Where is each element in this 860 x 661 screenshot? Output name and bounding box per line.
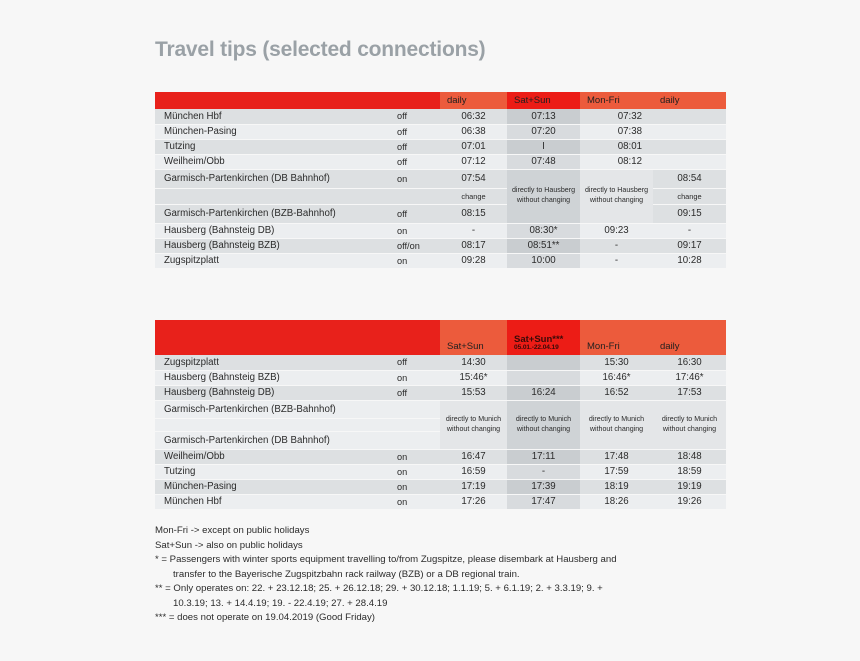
boarding-state: off bbox=[395, 204, 440, 223]
station-name: Zugspitzplatt bbox=[155, 253, 395, 268]
boarding-state: off bbox=[395, 124, 440, 139]
time-daily-2: 09:15 bbox=[653, 204, 726, 223]
header-satsun-label: Sat+Sun*** bbox=[514, 334, 564, 346]
table-row-transfer-top bbox=[155, 169, 726, 188]
footnote-triple-asterisk: *** = does not operate on 19.04.2019 (Good Friday) bbox=[155, 612, 376, 624]
time-monfri: - bbox=[580, 238, 653, 253]
time-daily: 17:46* bbox=[653, 370, 726, 385]
table-row bbox=[155, 223, 726, 238]
table-row bbox=[155, 238, 726, 253]
time-satsun-1: 17:26 bbox=[440, 494, 507, 509]
boarding-state: on bbox=[395, 479, 440, 494]
boarding-state bbox=[395, 431, 440, 449]
table-row bbox=[155, 253, 726, 268]
time-satsun: 07:20 bbox=[507, 124, 580, 139]
time-satsun-limited bbox=[507, 370, 580, 385]
time-satsun-limited: 17:39 bbox=[507, 479, 580, 494]
table-row bbox=[155, 479, 726, 494]
time-monfri: 08:12 bbox=[580, 154, 653, 169]
table-row bbox=[155, 124, 726, 139]
time-satsun-limited: 16:24 bbox=[507, 385, 580, 400]
boarding-state: off bbox=[395, 139, 440, 154]
time-daily-1: - bbox=[440, 223, 507, 238]
station-name: Tutzing bbox=[155, 139, 395, 154]
time-satsun-1: 15:46* bbox=[440, 370, 507, 385]
station-name: Zugspitzplatt bbox=[155, 355, 395, 370]
boarding-state: off/on bbox=[395, 238, 440, 253]
time-daily: 16:30 bbox=[653, 355, 726, 370]
time-daily-2 bbox=[653, 139, 726, 154]
footnote-double-asterisk-line1: ** = Only operates on: 22. + 23.12.18; 25. + 26.12.18; 29. + 30.12.18; 1.1.19; 5. + 6.1.19; 2. + 3.3.19; 9. + bbox=[155, 583, 603, 595]
time-daily-2 bbox=[653, 124, 726, 139]
page-title: Travel tips (selected connections) bbox=[155, 38, 486, 61]
station-name: Weilheim/Obb bbox=[155, 154, 395, 169]
boarding-state: on bbox=[395, 223, 440, 238]
time-daily-2 bbox=[653, 109, 726, 124]
footnote-double-asterisk-line2: 10.3.19; 13. + 14.4.19; 19. - 22.4.19; 27. + 28.4.19 bbox=[173, 597, 388, 609]
time-monfri: 15:30 bbox=[580, 355, 653, 370]
time-satsun: 10:00 bbox=[507, 253, 580, 268]
table-header-row bbox=[155, 320, 726, 355]
time-daily: 19:19 bbox=[653, 479, 726, 494]
boarding-state: on bbox=[395, 169, 440, 188]
time-satsun-1: 17:19 bbox=[440, 479, 507, 494]
table-row bbox=[155, 449, 726, 464]
time-daily-1: 08:15 bbox=[440, 204, 507, 223]
table-row bbox=[155, 464, 726, 479]
time-satsun-1: 14:30 bbox=[440, 355, 507, 370]
transfer-note-monfri: directly to Hausberg without changing bbox=[580, 169, 653, 223]
table-row bbox=[155, 370, 726, 385]
time-monfri: 17:59 bbox=[580, 464, 653, 479]
boarding-state bbox=[395, 400, 440, 418]
boarding-state: on bbox=[395, 449, 440, 464]
time-daily: 18:59 bbox=[653, 464, 726, 479]
station-name: München Hbf bbox=[155, 494, 395, 509]
time-daily-2: 10:28 bbox=[653, 253, 726, 268]
station-name bbox=[155, 418, 395, 431]
header-satsun-daterange: 05.01.-22.04.19 bbox=[514, 344, 559, 352]
time-monfri: 07:38 bbox=[580, 124, 653, 139]
table-row bbox=[155, 494, 726, 509]
time-monfri: 16:46* bbox=[580, 370, 653, 385]
direct-note-monfri: directly to Munich without changing bbox=[580, 400, 653, 449]
table-row-direct-top bbox=[155, 400, 726, 418]
boarding-state: off bbox=[395, 385, 440, 400]
time-daily-1: 09:28 bbox=[440, 253, 507, 268]
direct-note-satsun-1: directly to Munich without changing bbox=[440, 400, 507, 449]
direct-note-satsun-limited: directly to Munich without changing bbox=[507, 400, 580, 449]
time-satsun-limited bbox=[507, 355, 580, 370]
boarding-state: off bbox=[395, 109, 440, 124]
time-monfri: 16:52 bbox=[580, 385, 653, 400]
station-name: Garmisch-Partenkirchen (BZB-Bahnhof) bbox=[155, 204, 395, 223]
time-satsun: 08:30* bbox=[507, 223, 580, 238]
time-satsun-1: 16:47 bbox=[440, 449, 507, 464]
station-name: Hausberg (Bahnsteig BZB) bbox=[155, 370, 395, 385]
time-monfri: 07:32 bbox=[580, 109, 653, 124]
header-blank bbox=[155, 320, 440, 355]
header-col-satsun: Sat+Sun bbox=[507, 92, 580, 109]
time-daily-1: 06:38 bbox=[440, 124, 507, 139]
station-name: München Hbf bbox=[155, 109, 395, 124]
timetable-return bbox=[155, 320, 726, 510]
station-name: Garmisch-Partenkirchen (DB Bahnhof) bbox=[155, 169, 395, 188]
station-name: Garmisch-Partenkirchen (BZB-Bahnhof) bbox=[155, 400, 395, 418]
boarding-state: on bbox=[395, 370, 440, 385]
time-daily: 18:48 bbox=[653, 449, 726, 464]
direct-note-daily: directly to Munich without changing bbox=[653, 400, 726, 449]
time-monfri: 09:23 bbox=[580, 223, 653, 238]
table-row bbox=[155, 139, 726, 154]
time-satsun: I bbox=[507, 139, 580, 154]
station-name: Garmisch-Partenkirchen (DB Bahnhof) bbox=[155, 431, 395, 449]
header-col-daily-2: daily bbox=[653, 92, 726, 109]
time-daily-2: - bbox=[653, 223, 726, 238]
header-col-daily-1: daily bbox=[440, 92, 507, 109]
boarding-state bbox=[395, 418, 440, 431]
footnote-asterisk-line1: * = Passengers with winter sports equipment travelling to/from Zugspitze, please disembark at Hausberg and bbox=[155, 554, 617, 566]
header-col-monfri: Mon-Fri bbox=[580, 320, 653, 355]
footnote-satsun: Sat+Sun -> also on public holidays bbox=[155, 539, 303, 551]
footnote-monfri: Mon-Fri -> except on public holidays bbox=[155, 525, 310, 536]
time-daily: 17:53 bbox=[653, 385, 726, 400]
boarding-state: off bbox=[395, 154, 440, 169]
boarding-state: off bbox=[395, 355, 440, 370]
boarding-state: on bbox=[395, 253, 440, 268]
time-satsun-limited: 17:11 bbox=[507, 449, 580, 464]
table-row bbox=[155, 385, 726, 400]
station-name: München-Pasing bbox=[155, 124, 395, 139]
time-daily-1: 08:17 bbox=[440, 238, 507, 253]
time-satsun-limited: 17:47 bbox=[507, 494, 580, 509]
table-header-row bbox=[155, 92, 726, 109]
time-daily-1: 07:01 bbox=[440, 139, 507, 154]
time-satsun-1: 16:59 bbox=[440, 464, 507, 479]
time-daily-2: 09:17 bbox=[653, 238, 726, 253]
time-monfri: 18:19 bbox=[580, 479, 653, 494]
time-monfri: 08:01 bbox=[580, 139, 653, 154]
header-blank bbox=[155, 92, 440, 109]
time-satsun-limited: - bbox=[507, 464, 580, 479]
time-daily-1: 07:54 bbox=[440, 169, 507, 188]
table-row bbox=[155, 109, 726, 124]
transfer-label-2: change bbox=[653, 188, 726, 204]
time-daily-1: 06:32 bbox=[440, 109, 507, 124]
station-name: Hausberg (Bahnsteig DB) bbox=[155, 385, 395, 400]
station-name: Hausberg (Bahnsteig BZB) bbox=[155, 238, 395, 253]
time-daily-2 bbox=[653, 154, 726, 169]
station-name: Hausberg (Bahnsteig DB) bbox=[155, 223, 395, 238]
station-name: München-Pasing bbox=[155, 479, 395, 494]
time-monfri: 18:26 bbox=[580, 494, 653, 509]
time-monfri: 17:48 bbox=[580, 449, 653, 464]
transfer-label-1: change bbox=[440, 188, 507, 204]
transfer-note-satsun: directly to Hausberg without changing bbox=[507, 169, 580, 223]
time-daily-2: 08:54 bbox=[653, 169, 726, 188]
time-satsun: 07:13 bbox=[507, 109, 580, 124]
station-name bbox=[155, 188, 395, 204]
time-daily: 19:26 bbox=[653, 494, 726, 509]
table-row bbox=[155, 154, 726, 169]
station-name: Tutzing bbox=[155, 464, 395, 479]
footnotes bbox=[155, 524, 755, 626]
time-satsun: 08:51** bbox=[507, 238, 580, 253]
boarding-state bbox=[395, 188, 440, 204]
time-satsun-1: 15:53 bbox=[440, 385, 507, 400]
header-col-satsun-limited bbox=[507, 320, 580, 355]
header-col-daily: daily bbox=[653, 320, 726, 355]
footnote-asterisk-line2: transfer to the Bayerische Zugspitzbahn rack railway (BZB) or a DB regional train. bbox=[173, 568, 520, 580]
time-monfri: - bbox=[580, 253, 653, 268]
table-row bbox=[155, 355, 726, 370]
boarding-state: on bbox=[395, 464, 440, 479]
time-satsun: 07:48 bbox=[507, 154, 580, 169]
header-col-monfri: Mon-Fri bbox=[580, 92, 653, 109]
boarding-state: on bbox=[395, 494, 440, 509]
station-name: Weilheim/Obb bbox=[155, 449, 395, 464]
timetable-outbound bbox=[155, 92, 726, 269]
time-daily-1: 07:12 bbox=[440, 154, 507, 169]
header-col-satsun-1: Sat+Sun bbox=[440, 320, 507, 355]
